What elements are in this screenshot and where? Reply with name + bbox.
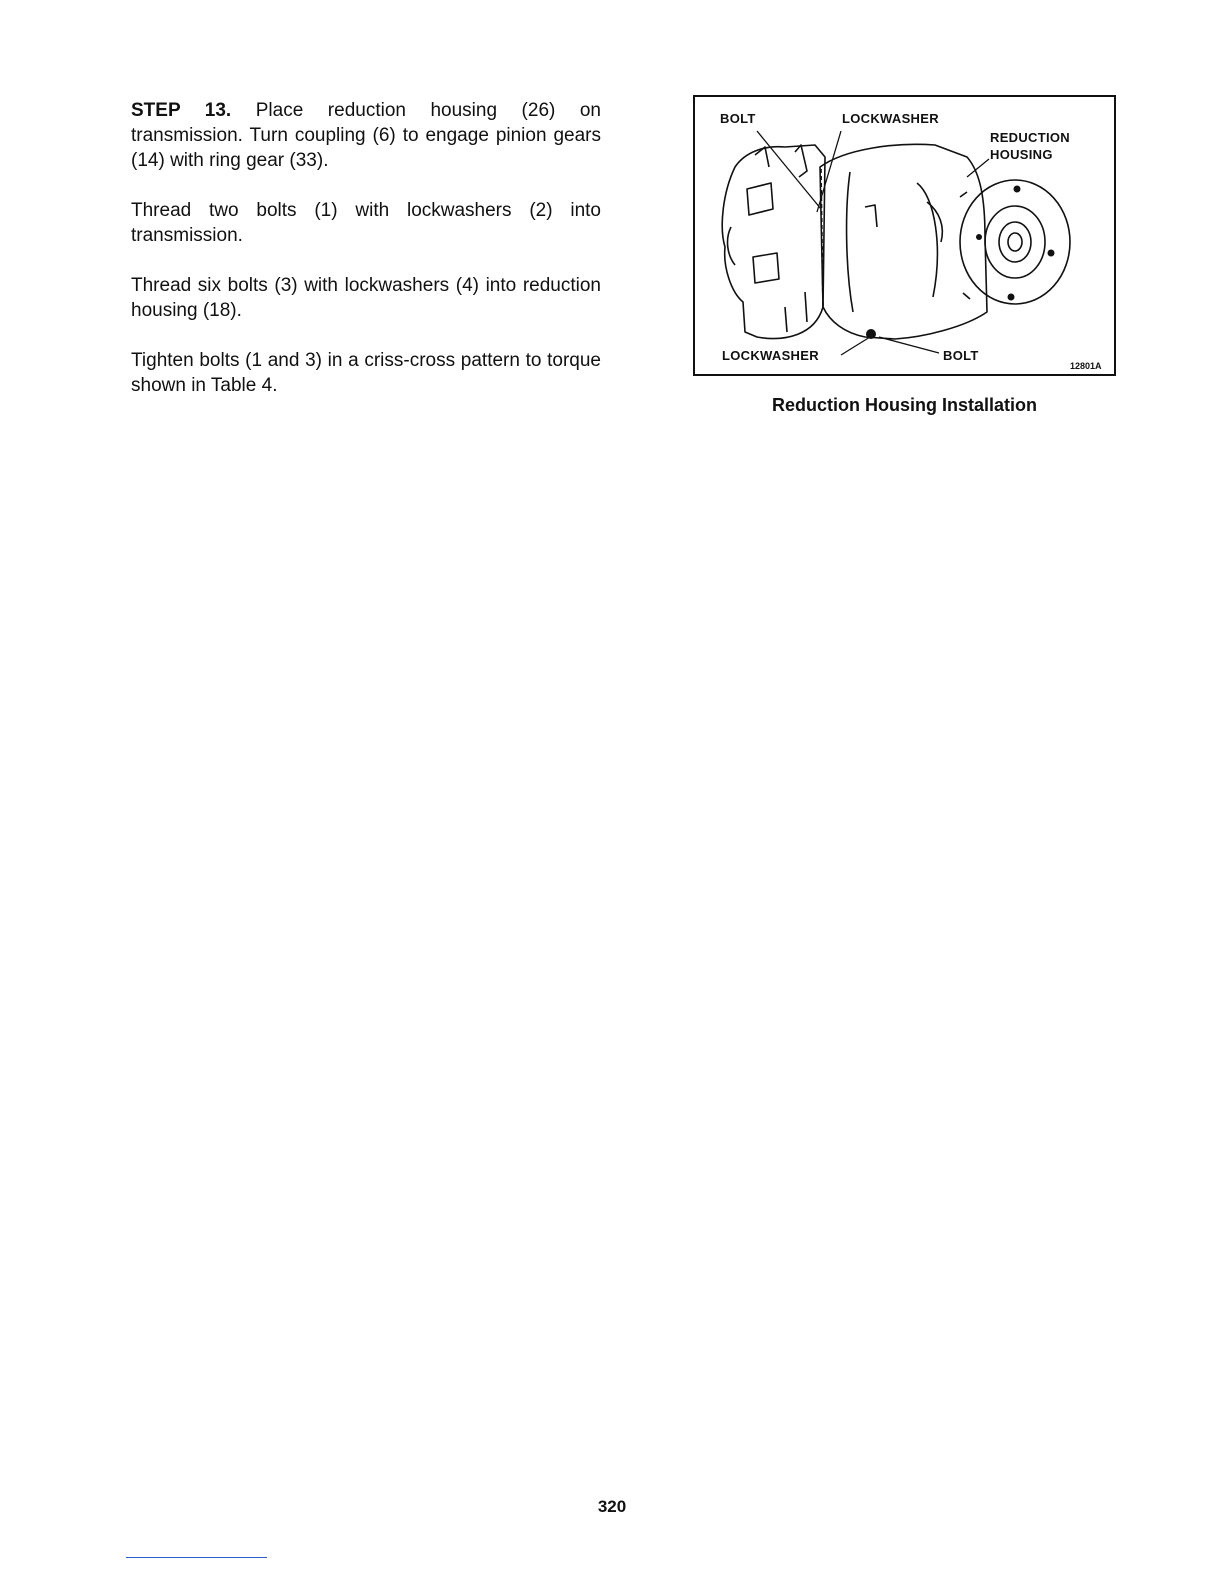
callout-reduction-line1: REDUCTION (990, 130, 1070, 145)
step-13-paragraph (131, 98, 601, 173)
step-label: STEP 13. (131, 100, 232, 121)
thread-six-bolts-paragraph: Thread six bolts (3) with lockwashers (4) into reduction housing (18). (131, 275, 601, 321)
callout-bolt-bottom: BOLT (943, 348, 979, 363)
footer-rule (126, 1557, 267, 1558)
callout-reduction-line2: HOUSING (990, 147, 1053, 162)
figure-number: 12801A (1070, 361, 1102, 371)
callout-lockwasher-bottom: LOCKWASHER (722, 348, 819, 363)
step-text: Place reduction housing (26) on transmission. Turn coupling (6) to engage pinion gears (14) with ring gear (33). (131, 100, 601, 171)
thread-bolts-paragraph: Thread two bolts (1) with lockwashers (2) into transmission. (131, 200, 601, 246)
reduction-housing-figure (693, 95, 1116, 376)
callout-lockwasher-top: LOCKWASHER (842, 111, 939, 126)
instruction-column (131, 98, 601, 398)
page-number: 320 (597, 1497, 627, 1516)
callout-bolt-top: BOLT (720, 111, 756, 126)
tighten-bolts-paragraph: Tighten bolts (1 and 3) in a criss-cross pattern to torque shown in Table 4. (131, 350, 601, 396)
figure-caption: Reduction Housing Installation (772, 395, 1037, 415)
